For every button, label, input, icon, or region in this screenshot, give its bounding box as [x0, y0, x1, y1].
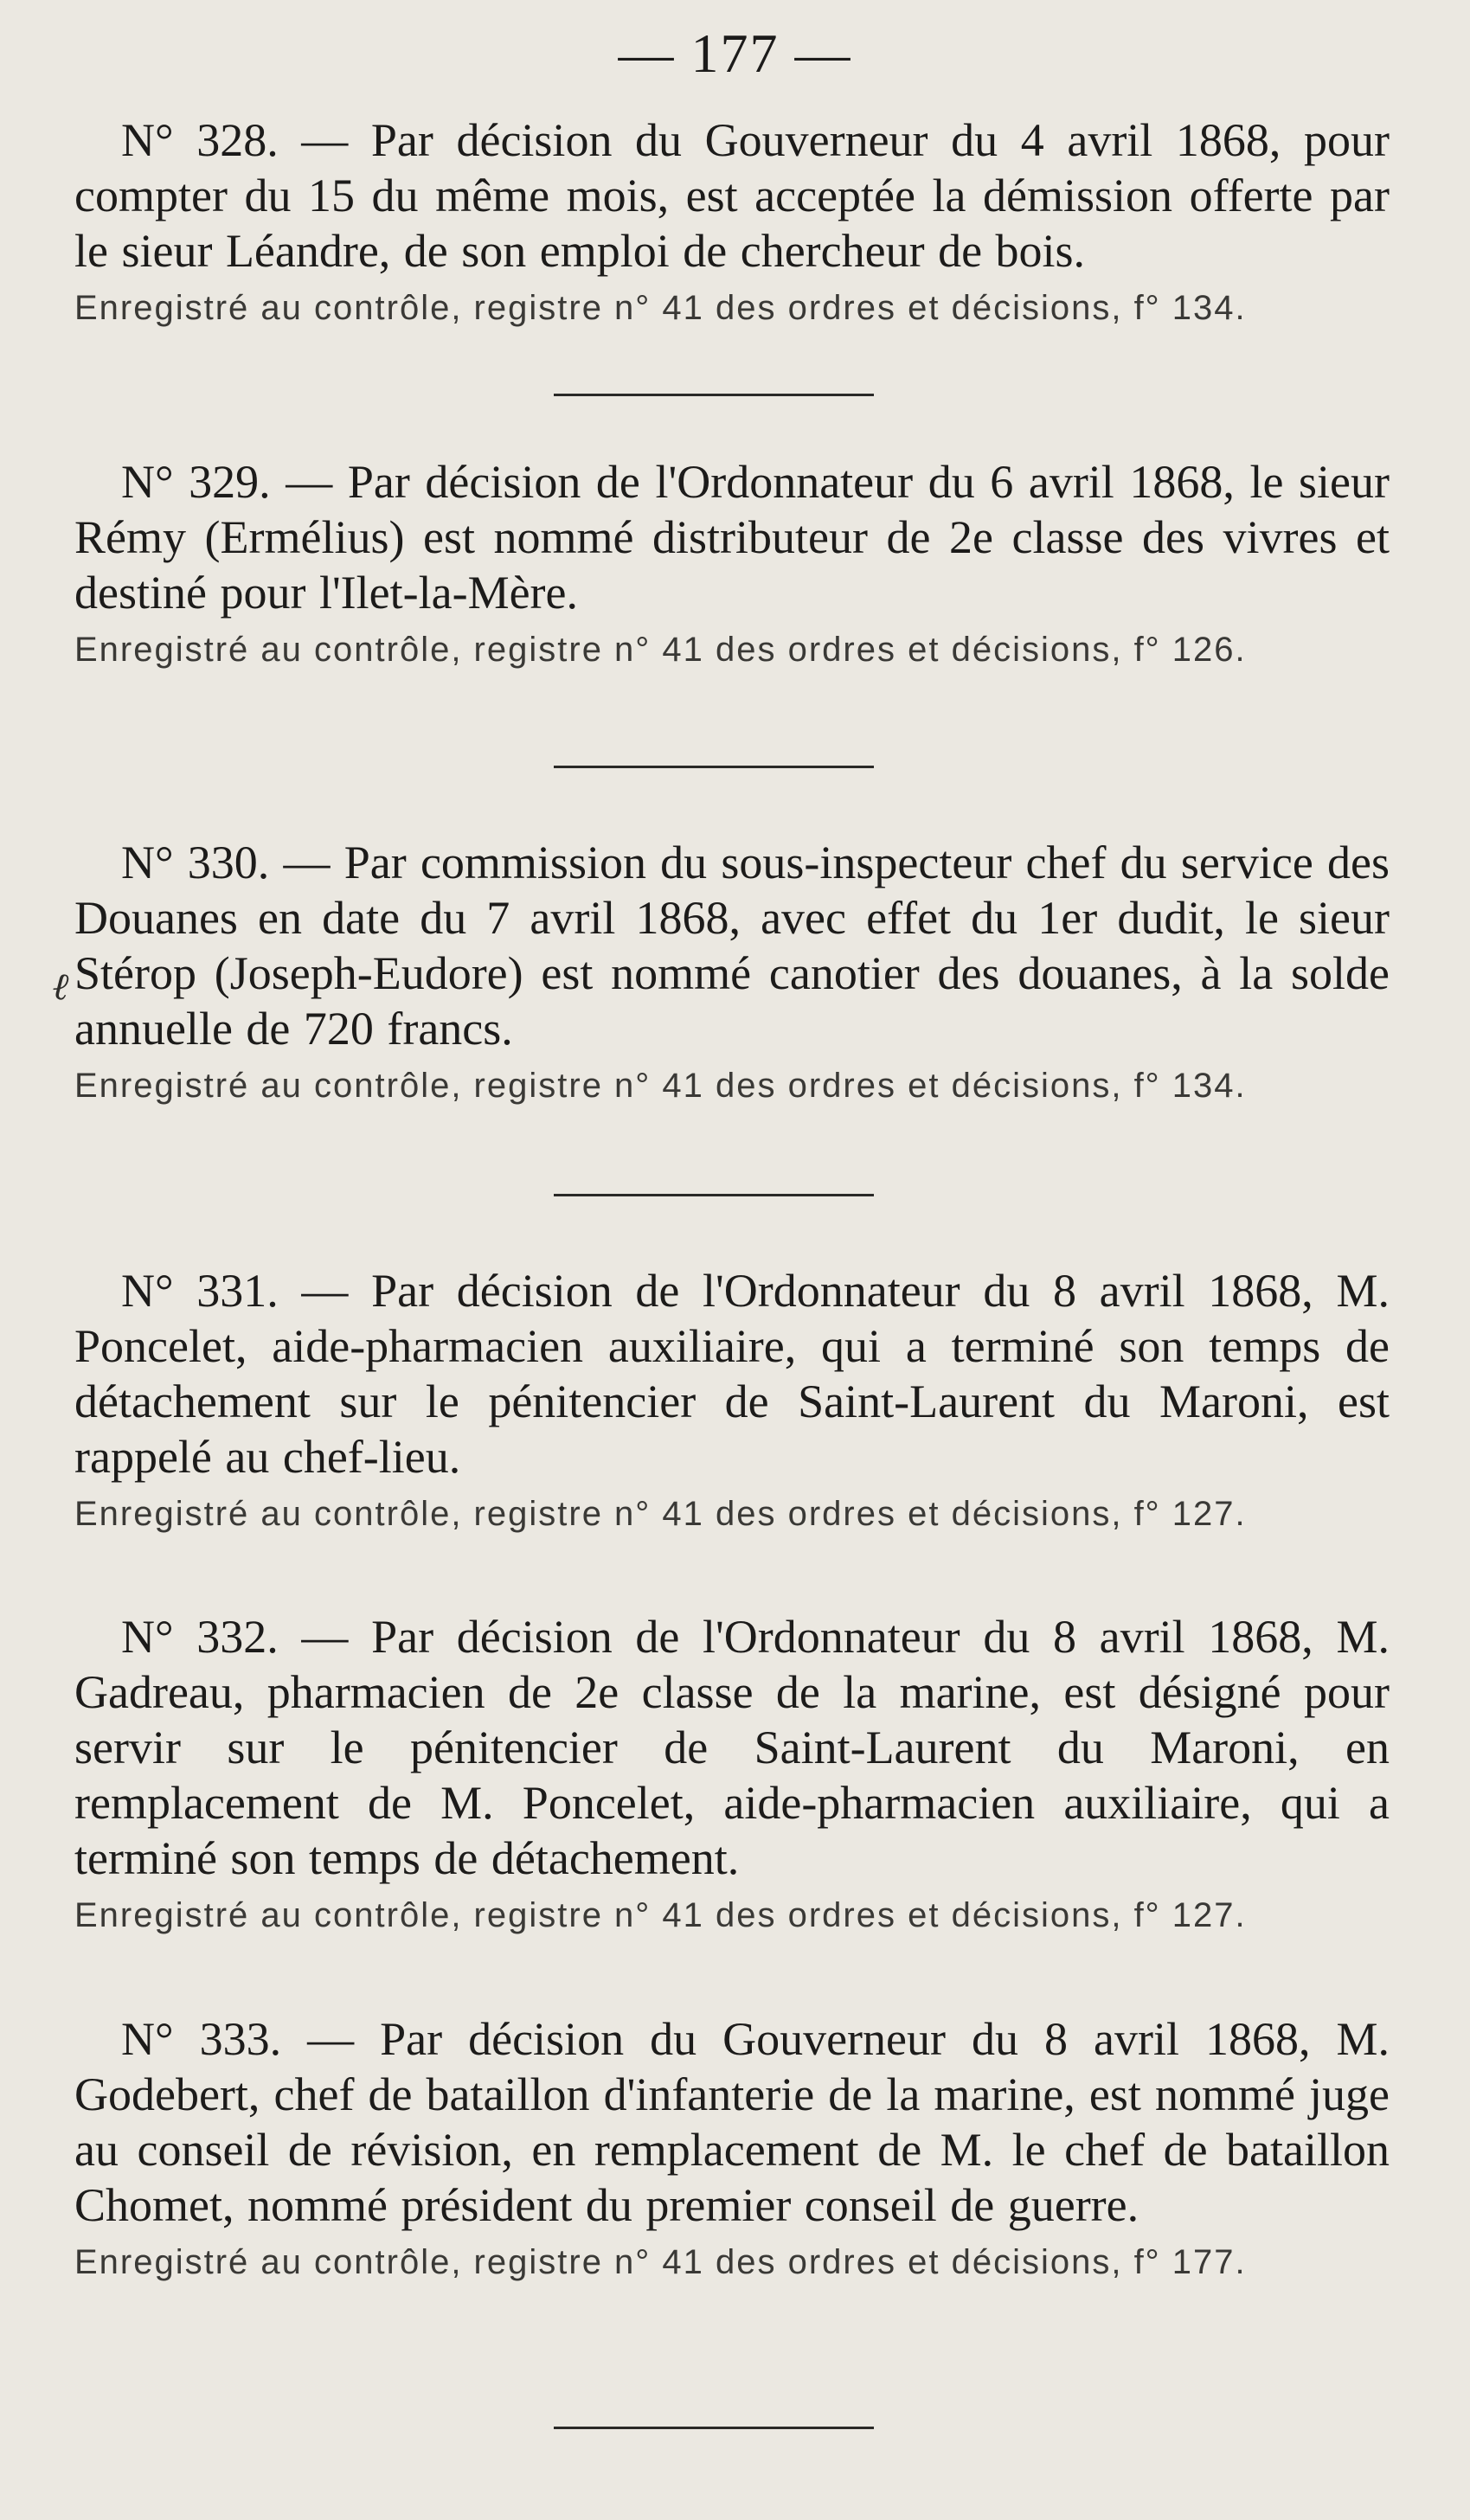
entry-text: N° 333. — Par décision du Gouverneur du 8 avril 1868, M. Godebert, chef de bataillon d'infanterie de la marine, est nommé juge au conseil de révision, en remplacement de M. le chef de bataillon Chomet, nommé président du premier conseil de guerre. [74, 2013, 1390, 2231]
registration-note: Enregistré au contrôle, registre n° 41 des ordres et décisions, f° 126. [74, 631, 1247, 669]
entry-330 [74, 835, 1390, 1108]
entry-text: N° 330. — Par commission du sous-inspecteur chef du service des Douanes en date du 7 avril 1868, avec effet du 1er dudit, le sieur Stérop (Joseph-Eudore) est nommé canotier des douanes, à la solde annuelle de 720 francs. [74, 837, 1390, 1055]
registration-note: Enregistré au contrôle, registre n° 41 des ordres et décisions, f° 177. [74, 2243, 1247, 2281]
entry-332 [74, 1609, 1390, 1938]
page-number: — 177 — [618, 22, 852, 84]
entry-text: N° 329. — Par décision de l'Ordonnateur du 6 avril 1868, le sieur Rémy (Ermélius) est nommé distributeur de 2e classe des vivres et destiné pour l'Ilet-la-Mère. [74, 456, 1390, 619]
margin-mark-icon: ℓ [47, 964, 75, 1010]
entry-text: N° 332. — Par décision de l'Ordonnateur du 8 avril 1868, M. Gadreau, pharmacien de 2e classe de la marine, est désigné pour servir sur le pénitencier de Saint-Laurent du Maroni, en remplacement de M. Poncelet, aide-pharmacien auxiliaire, qui a terminé son temps de détachement. [74, 1611, 1390, 1884]
entry-328 [74, 112, 1390, 330]
entry-329 [74, 454, 1390, 672]
registration-note: Enregistré au contrôle, registre n° 41 des ordres et décisions, f° 134. [74, 289, 1247, 327]
registration-note: Enregistré au contrôle, registre n° 41 des ordres et décisions, f° 134. [74, 1067, 1247, 1105]
entry-text: N° 331. — Par décision de l'Ordonnateur du 8 avril 1868, M. Poncelet, aide-pharmacien auxiliaire, qui a terminé son temps de détachement sur le pénitencier de Saint-Laurent du Maroni, est rappelé au chef-lieu. [74, 1265, 1390, 1483]
separator-rule [554, 394, 874, 396]
entry-331 [74, 1263, 1390, 1536]
entry-text: N° 328. — Par décision du Gouverneur du 4 avril 1868, pour compter du 15 du même mois, est acceptée la démission offerte par le sieur Léandre, de son emploi de chercheur de bois. [74, 114, 1390, 277]
registration-note: Enregistré au contrôle, registre n° 41 des ordres et décisions, f° 127. [74, 1896, 1247, 1934]
separator-rule [554, 766, 874, 768]
registration-note: Enregistré au contrôle, registre n° 41 des ordres et décisions, f° 127. [74, 1495, 1247, 1533]
separator-rule [554, 2427, 874, 2429]
entry-333 [74, 2011, 1390, 2285]
separator-rule [554, 1194, 874, 1196]
